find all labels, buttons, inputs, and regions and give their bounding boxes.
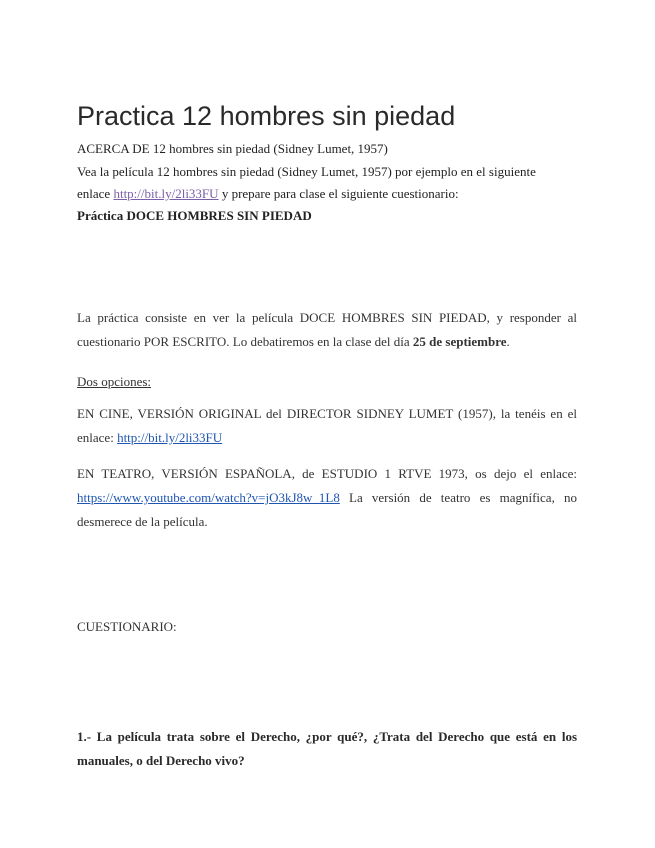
paragraph-practice-line-1: La práctica consiste en ver la película DOCE HOMBRES SIN PIEDAD, y responder al	[77, 310, 577, 325]
intro-line-2	[77, 185, 459, 203]
intro-link[interactable]: http://bit.ly/2li33FU	[113, 186, 219, 201]
intro-prefix: enlace	[77, 186, 114, 201]
paragraph-practice-line-2-prefix: cuestionario POR ESCRITO. Lo debatiremos en la clase del día	[77, 334, 413, 349]
option-teatro-suffix: La versión de teatro es magnífica, no	[339, 490, 577, 505]
options-heading: Dos opciones:	[77, 374, 152, 389]
question-1-line-1: 1.- La película trata sobre el Derecho, ¿por qué?, ¿Trata del Derecho que está en los	[77, 729, 577, 744]
question-1-line-2: manuales, o del Derecho vivo?	[77, 753, 245, 768]
about-line: ACERCA DE 12 hombres sin piedad (Sidney Lumet, 1957)	[77, 141, 388, 156]
option-teatro-line-2	[77, 486, 577, 510]
document-title: Practica 12 hombres sin piedad	[77, 101, 456, 131]
option-teatro-line-1: EN TEATRO, VERSIÓN ESPAÑOLA, de ESTUDIO 1 RTVE 1973, os dejo el enlace:	[77, 466, 577, 481]
option-teatro-line-3: desmerece de la película.	[77, 514, 208, 529]
questionnaire-heading: CUESTIONARIO:	[77, 619, 177, 634]
paragraph-practice-line-2-suffix: .	[506, 334, 510, 349]
practice-heading: Práctica DOCE HOMBRES SIN PIEDAD	[77, 208, 312, 223]
option-teatro-link[interactable]: https://www.youtube.com/watch?v=jO3kJ8w_1L8	[77, 490, 340, 505]
option-cine-prefix: enlace:	[77, 430, 118, 445]
intro-line-1: Vea la película 12 hombres sin piedad (Sidney Lumet, 1957) por ejemplo en el siguiente	[77, 164, 536, 179]
option-cine	[77, 402, 577, 450]
debate-date: 25 de septiembre	[412, 334, 507, 349]
option-cine-line-1: EN CINE, VERSIÓN ORIGINAL del DIRECTOR SIDNEY LUMET (1957), la tenéis en el	[77, 406, 577, 421]
intro-suffix: y prepare para clase el siguiente cuestionario:	[218, 186, 459, 201]
option-teatro	[77, 462, 577, 534]
option-cine-link[interactable]: http://bit.ly/2li33FU	[117, 430, 223, 445]
question-1	[77, 725, 577, 773]
paragraph-practice	[77, 306, 577, 354]
